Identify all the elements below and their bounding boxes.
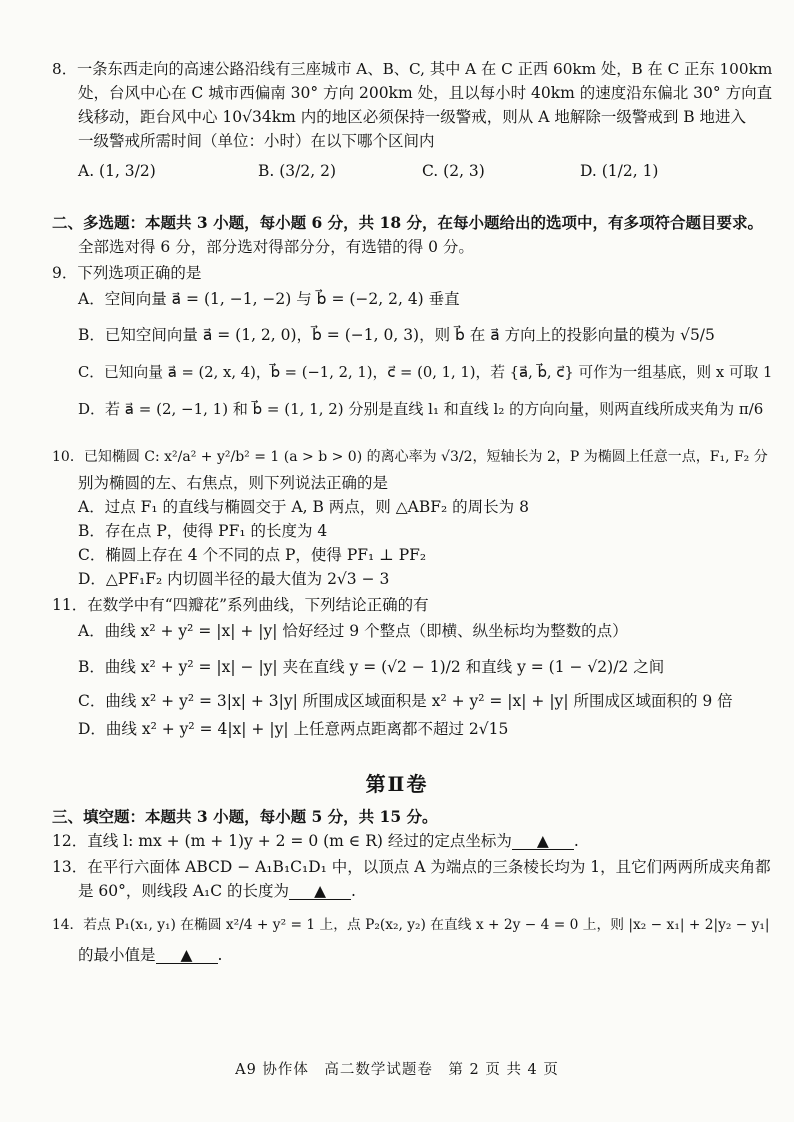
q11-option-c: C．曲线 x² + y² = 3|x| + 3|y| 所围成区域面积是 x² + y² = |x| + |y| 所围成区域面积的 9 倍	[78, 692, 733, 710]
q11-option-a: A．曲线 x² + y² = |x| + |y| 恰好经过 9 个整点（即横、纵坐标均为整数的点）	[78, 622, 628, 640]
section2-title: 二、多选题：本题共 3 小题，每小题 6 分，共 18 分，在每小题给出的选项中，有多项符合题目要求。	[52, 213, 764, 232]
q12-text: 12．直线 l: mx + (m + 1)y + 2 = 0 (m ∈ R) 经过的定点坐标为	[52, 832, 512, 850]
q14-end: .	[217, 946, 223, 964]
q8-line-4: 一级警戒所需时间（单位：小时）在以下哪个区间内	[78, 132, 435, 150]
q9-stem: 9．下列选项正确的是	[52, 264, 202, 282]
q9-option-b: B．已知空间向量 a⃗ = (1, 2, 0)，b⃗ = (−1, 0, 3)，则 b⃗ 在 a⃗ 方向上的投影向量的模为 √5/5	[78, 326, 715, 344]
q9-option-d: D．若 a⃗ = (2, −1, 1) 和 b⃗ = (1, 1, 2) 分别是直线 l₁ 和直线 l₂ 的方向向量，则两直线所成夹角为 π/6	[78, 400, 764, 418]
section2-instructions: 全部选对得 6 分，部分选对得部分分，有选错的得 0 分。	[78, 238, 474, 256]
q10-option-d: D．△PF₁F₂ 内切圆半径的最大值为 2√3 − 3	[78, 570, 390, 588]
q10-line-1: 10．已知椭圆 C: x²/a² + y²/b² = 1 (a > b > 0) 的离心率为 √3/2，短轴长为 2，P 为椭圆上任意一点，F₁, F₂ 分	[52, 449, 768, 465]
page-footer: A9 协作体 高二数学试题卷 第 2 页 共 4 页	[235, 1062, 559, 1078]
q13-answer-blank: ▲	[289, 883, 351, 900]
q13-line-2	[78, 880, 356, 902]
q8-option-d: D. (1/2, 1)	[580, 162, 659, 180]
q13-line-1: 13．在平行六面体 ABCD − A₁B₁C₁D₁ 中，以顶点 A 为端点的三条棱长均为 1，且它们两两所成夹角都	[52, 858, 771, 876]
q14-text: 的最小值是	[78, 946, 156, 964]
q8-line-1: 8．一条东西走向的高速公路沿线有三座城市 A、B、C, 其中 A 在 C 正西 60km 处，B 在 C 正东 100km	[52, 60, 773, 78]
section3-title: 三、填空题：本题共 3 小题，每小题 5 分，共 15 分。	[52, 807, 438, 826]
q11-option-b: B．曲线 x² + y² = |x| − |y| 夹在直线 y = (√2 − 1)/2 和直线 y = (1 − √2)/2 之间	[78, 658, 665, 676]
q13-end: .	[351, 882, 356, 900]
q10-line-2: 别为椭圆的左、右焦点，则下列说法正确的是	[78, 474, 389, 492]
q8-option-c: C. (2, 3)	[422, 162, 485, 180]
q8-line-2: 处，台风中心在 C 城市西偏南 30° 方向 200km 处，且以每小时 40km 的速度沿东偏北 30° 方向直	[78, 84, 773, 102]
q8-option-b: B. (3/2, 2)	[258, 162, 336, 180]
q14-line-2	[78, 944, 222, 966]
q8-line-3: 线移动，距台风中心 10√34km 内的地区必须保持一级警戒，则从 A 地解除一级警戒到 B 地进入	[78, 108, 747, 126]
q12	[52, 830, 579, 852]
q9-option-a: A．空间向量 a⃗ = (1, −1, −2) 与 b⃗ = (−2, 2, 4) 垂直	[78, 290, 460, 308]
q12-end: .	[573, 832, 579, 850]
q10-option-c: C．椭圆上存在 4 个不同的点 P，使得 PF₁ ⊥ PF₂	[78, 546, 427, 564]
q13-text: 是 60°，则线段 A₁C 的长度为	[78, 882, 290, 900]
q11-stem: 11．在数学中有“四瓣花”系列曲线，下列结论正确的有	[52, 596, 429, 614]
q11-option-d: D．曲线 x² + y² = 4|x| + |y| 上任意两点距离都不超过 2√15	[78, 720, 509, 738]
q12-answer-blank: ▲	[512, 833, 574, 850]
q10-option-b: B．存在点 P，使得 PF₁ 的长度为 4	[78, 522, 328, 540]
q14-line-1: 14．若点 P₁(x₁, y₁) 在椭圆 x²/4 + y² = 1 上，点 P₂(x₂, y₂) 在直线 x + 2y − 4 = 0 上，则 |x₂ − x₁| + 2|y₂ − y₁|	[52, 917, 770, 933]
q9-option-c: C．已知向量 a⃗ = (2, x, 4)，b⃗ = (−1, 2, 1)，c⃗ = (0, 1, 1)，若 {a⃗, b⃗, c⃗} 可作为一组基底，则 x 可取 1	[78, 364, 773, 381]
q8-option-a: A. (1, 3/2)	[78, 162, 156, 180]
q10-option-a: A．过点 F₁ 的直线与椭圆交于 A, B 两点，则 △ABF₂ 的周长为 8	[78, 498, 529, 516]
q14-answer-blank: ▲	[156, 947, 218, 964]
part-two-heading: 第Ⅱ卷	[365, 772, 429, 796]
